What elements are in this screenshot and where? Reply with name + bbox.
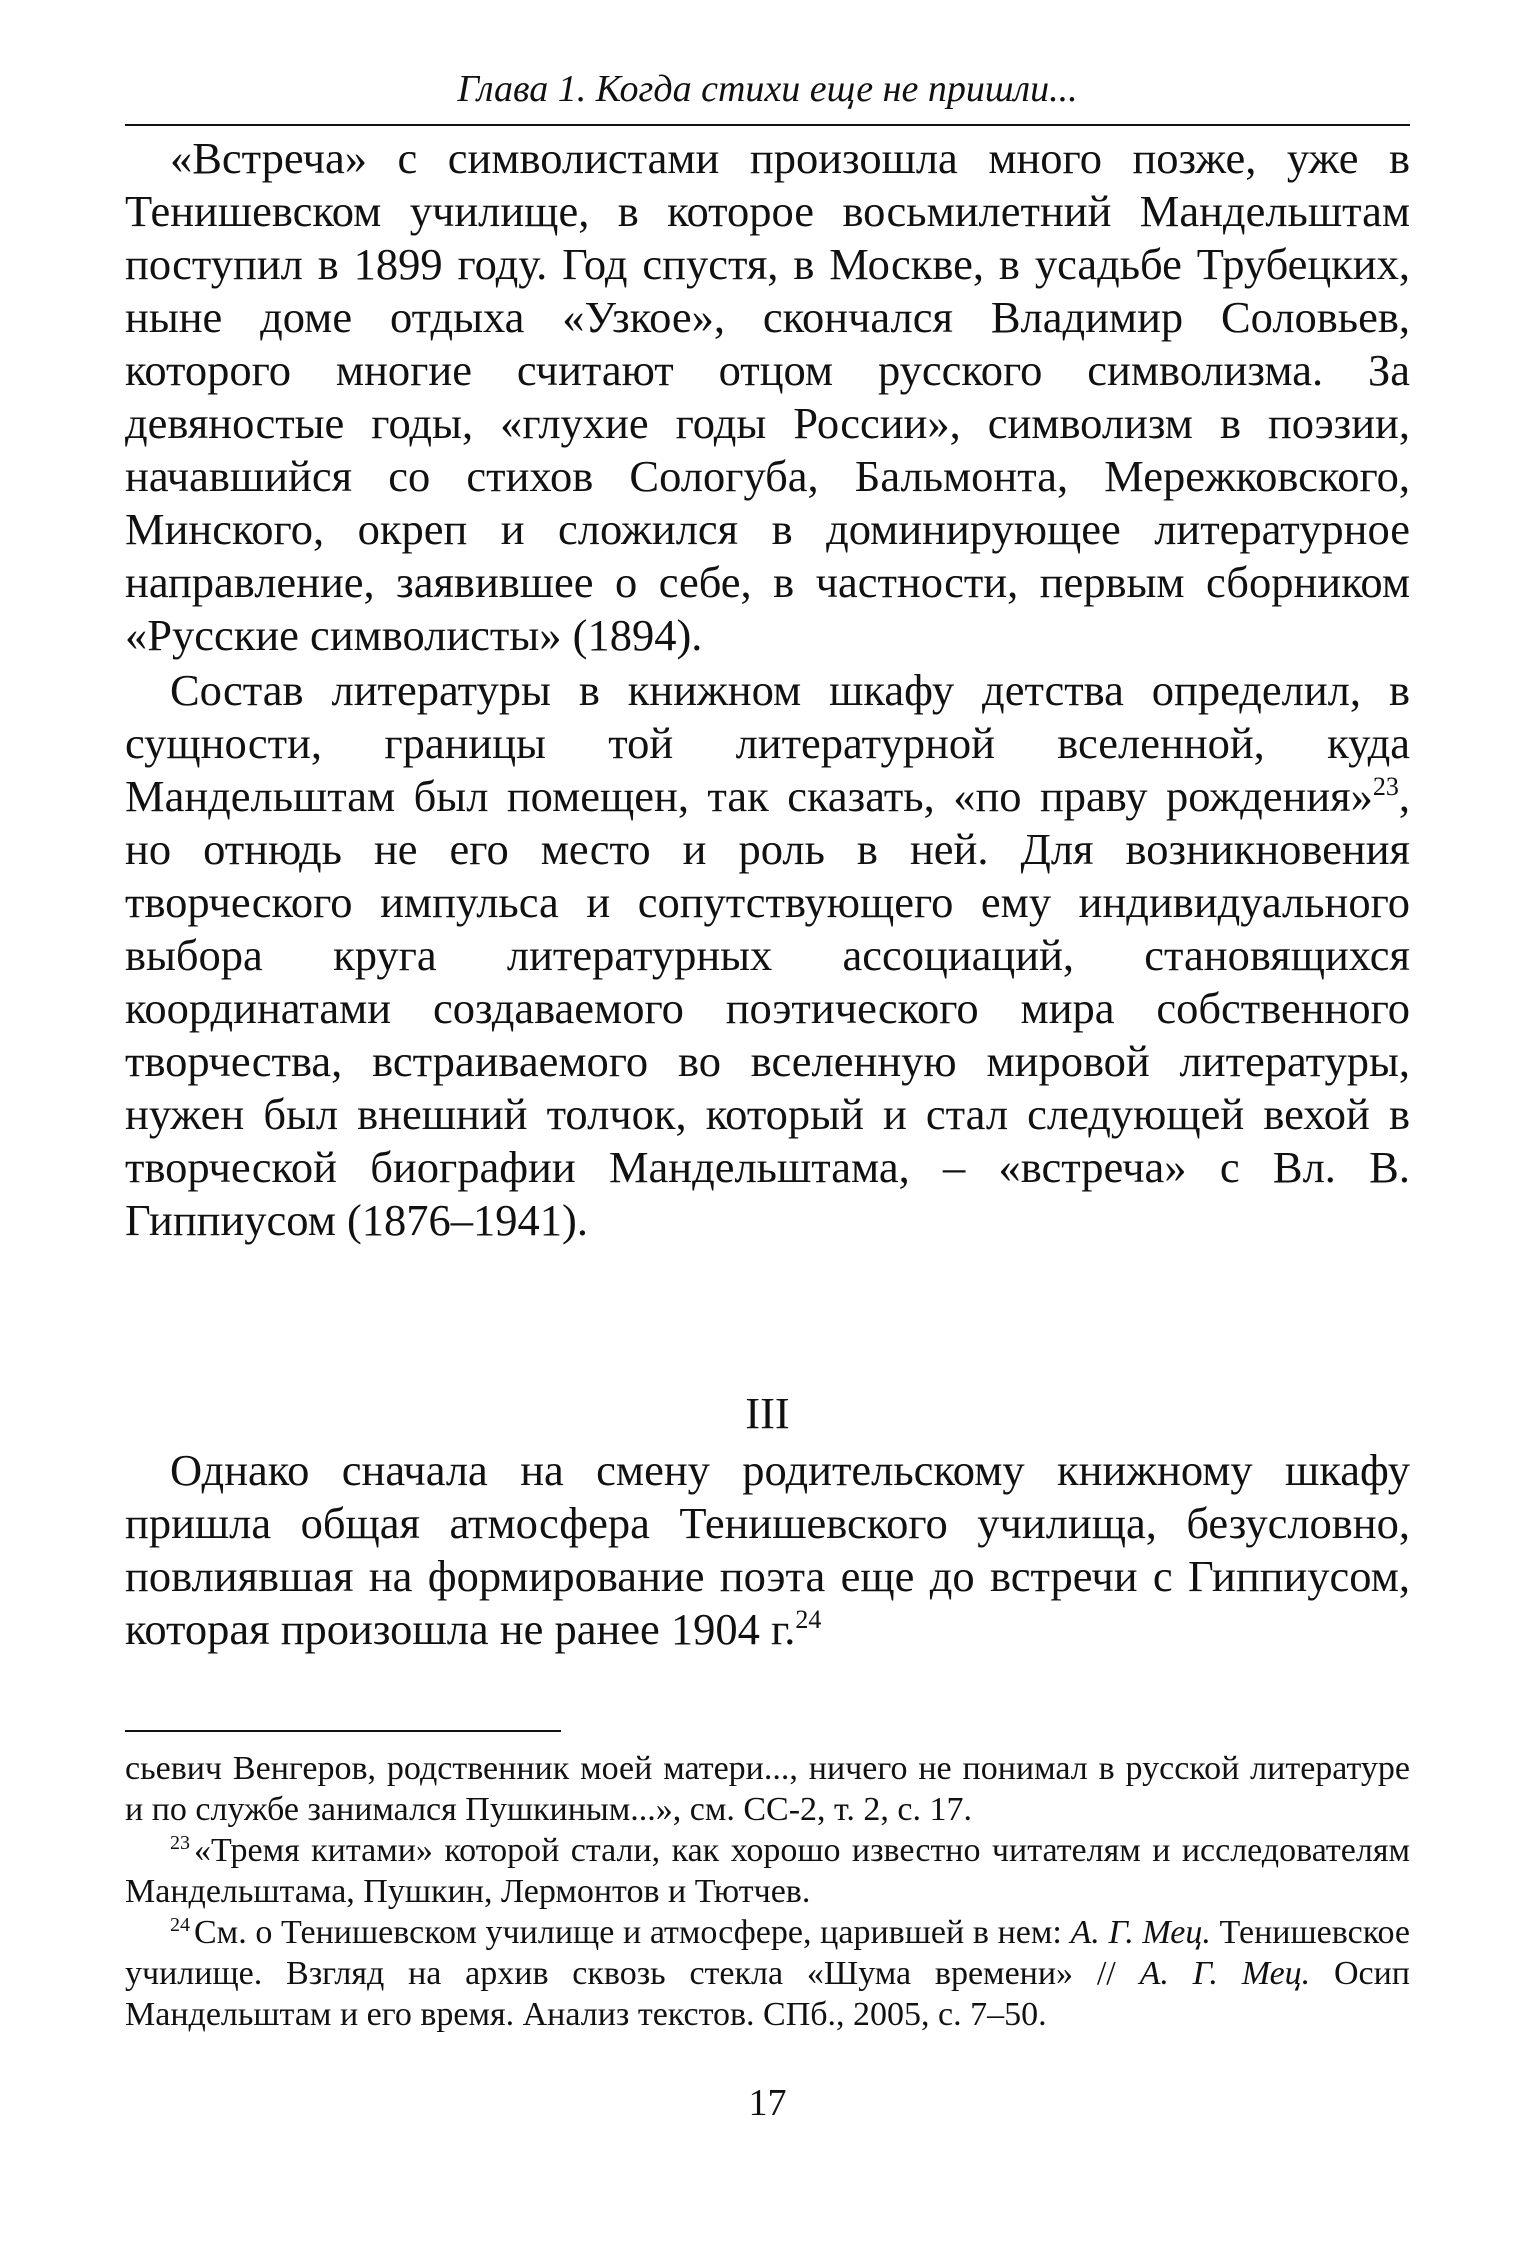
main-text <box>125 132 1410 1656</box>
footnote-24-author-1: А. Г. Мец. <box>1070 1914 1211 1951</box>
footnote-23-text: «Тремя китами» которой стали, как хорошо известно читателям и исследователям Мандельштама, Пушкин, Лермонтов и Тютчев. <box>125 1832 1410 1910</box>
paragraph-2-text-b: , но отнюдь не его место и роль в ней. Для возникновения творческого импульса и сопутствующего ему индивидуального выбора круга литературных ассоциаций, становящихся координатами создаваемого поэтического мира собственного творчества, встраиваемого во вселенную мировой литературы, нужен был внешний толчок, который и стал следующей вехой в творческой биографии Мандельштама, – «встреча» с Вл. В. Гиппиусом (1876–1941). <box>125 771 1410 1245</box>
book-page <box>125 60 1410 2035</box>
footnotes <box>125 1748 1410 2035</box>
footnote-24-text-b: Тенишевское училище. Взгляд на архив сквозь стекла «Шума времени» // <box>125 1914 1410 1992</box>
footnote-ref-24[interactable]: 24 <box>795 1605 822 1635</box>
section-body <box>125 1444 1410 1656</box>
paragraph-3 <box>125 1444 1410 1656</box>
footnote-24-author-2: А. Г. Мец. <box>1139 1955 1311 1992</box>
footnote-ref-23[interactable]: 23 <box>1372 772 1399 802</box>
footnote-24-text-c: Осип Мандельштам и его время. Анализ текстов. СПб., 2005, с. 7–50. <box>125 1955 1410 2033</box>
footnote-continued: сьевич Венгеров, родственник моей матери..., ничего не понимал в русской литературе и по службе занимался Пушкиным...», см. СС-2, т. 2, с. 17. <box>125 1750 1410 1828</box>
paragraph-2 <box>125 664 1410 1247</box>
paragraph-1: «Встреча» с символистами произошла много позже, уже в Тенишевском училище, в которое восьмилетний Мандельштам поступил в 1899 году. Год спустя, в Москве, в усадьбе Трубецких, ныне доме отдыха «Узкое», скончался Владимир Соловьев, которого многие считают отцом русского символизма. За девяностые годы, «глухие годы России», символизм в поэзии, начавшийся со стихов Сологуба, Бальмонта, Мережковского, Минского, окреп и сложился в доминирующее литературное направление, заявившее о себе, в частности, первым сборником «Русские символисты» (1894). <box>125 133 1410 660</box>
footnote-24-text-a: См. о Тенишевском училище и атмосфере, царившей в нем: <box>194 1914 1071 1951</box>
paragraph-2-text-a: Состав литературы в книжном шкафу детства определил, в сущности, границы той литературной вселенной, куда Мандельштам был помещен, так сказать, «по праву рождения» <box>125 665 1410 821</box>
footnote-24 <box>125 1912 1410 2035</box>
section-heading: III <box>745 1388 790 1438</box>
footnote-separator <box>125 1730 561 1732</box>
paragraph-3-text: Однако сначала на смену родительскому книжному шкафу пришла общая атмосфера Тенишевского училища, безусловно, повлиявшая на формирование поэта еще до встречи с Гиппиусом, которая произошла не ранее 1904 г. <box>125 1445 1410 1654</box>
footnote-23-mark: 23 <box>170 1831 190 1854</box>
page-number: 17 <box>748 2082 787 2124</box>
footnote-24-mark: 24 <box>170 1913 190 1936</box>
running-title: Глава 1. Когда стихи еще не пришли... <box>125 60 1410 126</box>
footnote-23 <box>125 1830 1410 1912</box>
